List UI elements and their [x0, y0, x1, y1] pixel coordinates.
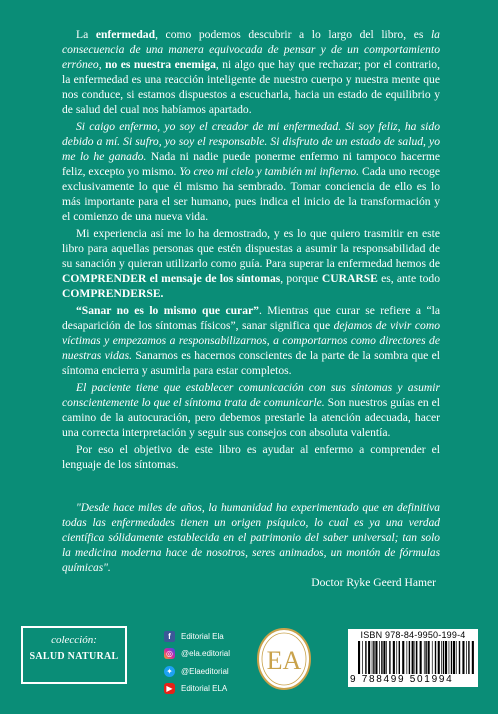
barcode-bar	[399, 641, 400, 674]
barcode-bar	[443, 641, 444, 674]
barcode-bar	[393, 641, 395, 674]
barcode-bar	[451, 641, 452, 674]
bold-text: no es nuestra enemiga	[105, 58, 216, 71]
text-run: Son nuestros guías en el camino de la autocuración, pero debemos prestarle la atención adecuada, hacer una correcta interpretación y seguir sus consejos con absoluta valentía.	[62, 396, 440, 439]
paragraph	[62, 303, 440, 378]
barcode-bar	[407, 641, 408, 674]
bold-text: enfermedad	[95, 28, 156, 41]
barcode-bar	[402, 641, 404, 674]
quote: "Desde hace miles de años, la humanidad ha experimentado que en definitiva todas las enfermedades tienen un origen psíquico, lo cual es ya una verdad científica sólidamente establecida en el patrimonio del saber universal; tan solo la medicina moderna hace de nosotros, seres animados, un montón de fórmulas químicas".	[62, 502, 440, 574]
social-link[interactable]	[164, 682, 230, 696]
paragraph	[62, 442, 440, 472]
barcode-bar	[362, 641, 363, 674]
twitter-icon: ✦	[164, 666, 175, 677]
bold-text: COMPRENDER el mensaje de los síntomas	[62, 272, 281, 285]
back-cover-text	[62, 27, 440, 472]
text-run: , porque	[280, 272, 322, 285]
barcode-bar	[456, 641, 457, 674]
social-link-label: Editorial Ela	[181, 631, 224, 641]
barcode-bar	[365, 641, 366, 674]
text-run: Cada uno recoge exclusivamente lo que él mismo ha sembrado. Tomar conciencia de ello es lo más importante para el ser humano, pues indica el inicio de la transformación y el comienzo de una nueva vida.	[62, 165, 440, 223]
publisher-logo	[256, 627, 312, 691]
text-run: es, ante todo	[377, 272, 440, 285]
paragraph	[62, 226, 440, 301]
barcode-bar	[432, 641, 433, 674]
collection-name: SALUD NATURAL	[29, 651, 119, 662]
barcode-bar	[386, 641, 387, 674]
italic-text: la consecuencia de una manera equivocada de pensar y de un comportamiento erróneo	[62, 28, 440, 71]
paragraph	[62, 119, 440, 224]
barcode-bar	[368, 641, 370, 674]
barcode-bar	[375, 641, 377, 674]
text-run: Sanarnos es hacernos conscientes de la parte de la sombra que el síntoma encierra y asumirla para estar completos.	[62, 349, 441, 377]
text-run: . Mientras que curar se refiere a “la desaparición de los síntomas físicos”, sanar significa que	[62, 304, 440, 332]
barcode-bar	[424, 641, 425, 674]
barcode-bar	[453, 641, 455, 674]
isbn-text: ISBN 978-84-9950-199-4	[360, 630, 466, 640]
text-run: , como podemos descubrir a lo largo del libro, es	[155, 28, 431, 41]
barcode-bar	[459, 641, 460, 674]
social-link[interactable]	[164, 629, 230, 643]
barcode-bar	[383, 641, 385, 674]
italic-text: Yo creo mi cielo y también mi infierno.	[179, 165, 360, 178]
barcode-bar	[409, 641, 410, 674]
barcode-bar	[372, 641, 373, 674]
collection-box	[21, 626, 127, 684]
barcode-bar	[381, 641, 382, 674]
barcode-bar	[412, 641, 414, 674]
barcode-bar	[425, 641, 426, 674]
quote-author: Doctor Ryke Geerd Hamer	[311, 576, 436, 589]
paragraph	[62, 380, 440, 440]
barcode-bar	[416, 641, 417, 674]
barcode-bar	[472, 641, 474, 674]
text-run: La	[76, 28, 96, 41]
barcode-bar	[420, 641, 422, 674]
text-run: , ni algo que hay que rechazar; por el contrario, la enfermedad es una reacción inteligente de nuestro cuerpo y nuestra mente que nos conduce, si estamos dispuestos a escucharla, hacia un estado de equilibrio y de salud del cual nos habíamos apartado.	[62, 58, 441, 116]
collection-label: colección:	[51, 634, 97, 646]
facebook-icon: f	[164, 631, 175, 642]
barcode-bar	[449, 641, 450, 674]
barcode	[358, 641, 474, 674]
bold-text: “Sanar no es lo mismo que curar”	[76, 304, 259, 317]
bold-text: CURARSE	[321, 272, 378, 285]
barcode-bar	[445, 641, 447, 674]
social-link-label: @Elaeditorial	[181, 666, 229, 676]
italic-text: El paciente tiene que establecer comunicación con sus síntomas y asumir conscientemente lo que el síntoma trata de comunicarle.	[62, 381, 440, 409]
barcode-bar	[435, 641, 436, 674]
italic-text: dejamos de vivir como víctimas y empezamos a responsabilizarnos, a comportarnos como directores de nuestras vidas.	[62, 319, 441, 362]
barcode-bar	[358, 641, 360, 674]
barcode-bar	[428, 641, 430, 674]
barcode-bar	[415, 641, 416, 674]
barcode-bar	[373, 641, 374, 674]
logo-lettering: EA	[266, 646, 302, 675]
barcode-bar	[389, 641, 390, 674]
social-link[interactable]	[164, 647, 230, 661]
barcode-bar	[462, 641, 464, 674]
social-link[interactable]	[164, 664, 230, 678]
social-link-label: Editorial ELA	[181, 684, 228, 693]
social-link-label: @ela.editorial	[181, 649, 231, 658]
barcode-bar	[466, 641, 467, 674]
youtube-icon: ▶	[164, 683, 175, 694]
bold-text: COMPRENDERSE.	[62, 287, 164, 300]
italic-text: Si caigo enfermo, yo soy el creador de mi enfermedad. Si soy feliz, ha sido debido a mí. Si sufro, yo soy el responsable. Si disfruto de un estado de salud, yo me lo he ganado.	[62, 120, 440, 163]
barcode-bar	[468, 641, 469, 674]
text-run: ,	[98, 58, 106, 71]
paragraph	[62, 27, 440, 117]
barcode-digits: 9 788499 501994	[350, 674, 454, 685]
text-run: Mi experiencia así me lo ha demostrado, y es lo que quiero trasmitir en este libro para aquellas personas que estén dispuestas a asumir la responsabilidad de su sanación y quieran utilizarlo como guía. Para superar la enfermedad hemos de	[62, 227, 440, 270]
barcode-bar	[441, 641, 442, 674]
text-run: Por eso el objetivo de este libro es ayudar al enfermo a comprender el lenguaje de los síntomas.	[62, 443, 440, 471]
barcode-bar	[396, 641, 397, 674]
social-links	[164, 629, 230, 699]
text-run: Nada ni nadie puede ponerme enfermo ni tampoco hacerme feliz, excepto yo mismo.	[62, 150, 440, 178]
barcode-bar	[438, 641, 440, 674]
barcode-bar	[379, 641, 380, 674]
isbn-barcode-box	[348, 629, 478, 687]
instagram-icon: ◎	[164, 648, 175, 659]
